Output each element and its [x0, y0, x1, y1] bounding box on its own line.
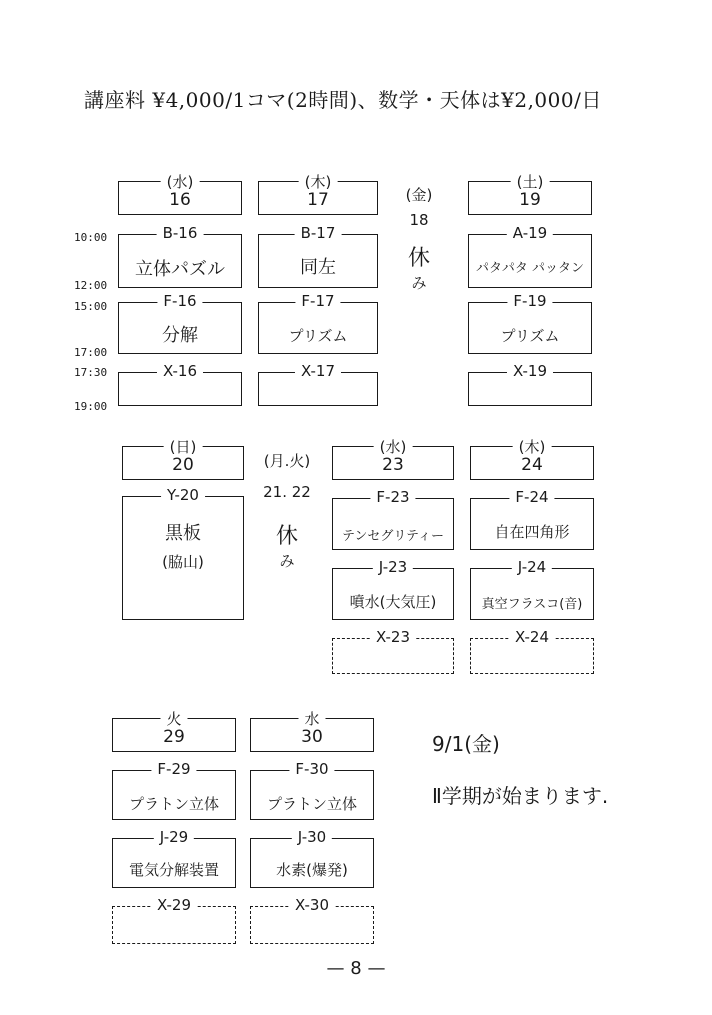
lesson-title: 電気分解装置 [128, 861, 219, 879]
lesson-box-b16 [118, 224, 242, 288]
weekday-label: (月.火) [263, 452, 311, 470]
day-header-thu17 [258, 173, 378, 215]
weekday-label: (木) [299, 171, 338, 192]
lesson-box-x30 [250, 896, 374, 944]
time-label-1200: 12:00 [74, 279, 108, 292]
holiday-label: 休 [407, 246, 430, 271]
lesson-code: J-30 [292, 828, 332, 846]
lesson-code: B-17 [295, 224, 342, 242]
date-label: 23 [382, 455, 404, 475]
lesson-title: 水素(爆発) [276, 861, 348, 879]
lesson-box-x17 [258, 362, 378, 406]
holiday-montue [250, 450, 324, 571]
day-header-sun20 [122, 438, 244, 480]
lesson-code: X-23 [370, 628, 416, 646]
lesson-box-y20 [122, 486, 244, 620]
lesson-note: (脇山) [162, 553, 204, 571]
lesson-title: 黒板 [165, 523, 201, 544]
weekday-label: (木) [513, 436, 552, 457]
date-label: 20 [172, 455, 194, 475]
lesson-title: プリズム [288, 327, 348, 345]
lesson-code: A-19 [507, 224, 553, 242]
weekday-label: (金) [405, 186, 433, 204]
lesson-box-a19 [468, 224, 592, 288]
date-label: 19 [519, 190, 541, 210]
lesson-code: J-23 [373, 558, 413, 576]
lesson-title: プリズム [500, 327, 560, 345]
lesson-box-f29 [112, 760, 236, 820]
lesson-box-x24 [470, 628, 594, 674]
time-label-1000: 10:00 [74, 231, 108, 244]
lesson-title: 噴水(大気圧) [349, 593, 437, 611]
lesson-box-j30 [250, 828, 374, 888]
lesson-code: B-16 [157, 224, 204, 242]
lesson-code: F-24 [509, 488, 554, 506]
holiday-fri18 [392, 184, 446, 293]
date-label: 24 [521, 455, 543, 475]
lesson-code: X-19 [507, 362, 553, 380]
day-header-wed23 [332, 438, 454, 480]
time-label-1900: 19:00 [74, 400, 108, 413]
lesson-code: Y-20 [161, 486, 205, 504]
lesson-box-f19 [468, 292, 592, 354]
lesson-box-f16 [118, 292, 242, 354]
date-label: 30 [301, 727, 323, 747]
lesson-box-x23 [332, 628, 454, 674]
lesson-box-b17 [258, 224, 378, 288]
lesson-box-x19 [468, 362, 592, 406]
lesson-title: プラトン立体 [128, 795, 219, 813]
date-label: 16 [169, 190, 191, 210]
lesson-title: プラトン立体 [266, 795, 357, 813]
lesson-box-j23 [332, 558, 454, 620]
lesson-code: F-17 [295, 292, 340, 310]
time-label-1730: 17:30 [74, 366, 108, 379]
fee-header: 講座料 ¥4,000/1コマ(2時間)、数学・天体は¥2,000/日 [84, 88, 602, 112]
lesson-code: J-29 [154, 828, 194, 846]
lesson-code: X-30 [289, 896, 335, 914]
lesson-box-f17 [258, 292, 378, 354]
weekday-label: (水) [161, 171, 200, 192]
weekday-label: 火 [160, 708, 187, 729]
day-header-thu24 [470, 438, 594, 480]
lesson-code: X-29 [151, 896, 197, 914]
lesson-title: パタパタ パッタン [475, 261, 584, 276]
lesson-code: X-16 [157, 362, 203, 380]
lesson-box-j29 [112, 828, 236, 888]
lesson-box-x16 [118, 362, 242, 406]
weekday-label: (水) [374, 436, 413, 457]
lesson-box-j24 [470, 558, 594, 620]
page-number: — 8 — [326, 958, 386, 979]
holiday-kana: み [411, 274, 427, 292]
lesson-code: F-30 [289, 760, 334, 778]
lesson-code: F-29 [151, 760, 196, 778]
lesson-code: X-17 [295, 362, 341, 380]
lesson-title: 分解 [162, 325, 198, 346]
lesson-code: F-16 [157, 292, 202, 310]
lesson-code: F-19 [507, 292, 552, 310]
term-start-text: Ⅱ学期が始まります. [432, 784, 609, 808]
day-header-tue29 [112, 710, 236, 752]
lesson-box-f24 [470, 488, 594, 550]
lesson-title: 真空フラスコ(音) [481, 597, 583, 612]
time-label-1700: 17:00 [74, 346, 108, 359]
day-header-wed30 [250, 710, 374, 752]
lesson-box-f23 [332, 488, 454, 550]
lesson-box-f30 [250, 760, 374, 820]
date-label: 29 [163, 727, 185, 747]
lesson-code: X-24 [509, 628, 555, 646]
holiday-label: 休 [275, 524, 298, 549]
lesson-title: テンセグリティー [341, 529, 445, 544]
lesson-title: 同左 [300, 257, 336, 278]
weekday-label: 水 [298, 708, 325, 729]
date-label: 18 [409, 211, 429, 229]
term-start-date: 9/1(金) [432, 732, 500, 756]
day-header-wed16 [118, 173, 242, 215]
date-label: 17 [307, 190, 329, 210]
lesson-code: J-24 [512, 558, 552, 576]
lesson-box-x29 [112, 896, 236, 944]
day-header-sat19 [468, 173, 592, 215]
time-label-1500: 15:00 [74, 300, 108, 313]
holiday-kana: み [279, 552, 295, 570]
date-label: 21. 22 [263, 483, 311, 501]
lesson-code: F-23 [370, 488, 415, 506]
lesson-title: 立体パズル [135, 259, 225, 280]
weekday-label: (土) [511, 171, 550, 192]
weekday-label: (日) [164, 436, 203, 457]
lesson-title: 自在四角形 [494, 523, 570, 541]
